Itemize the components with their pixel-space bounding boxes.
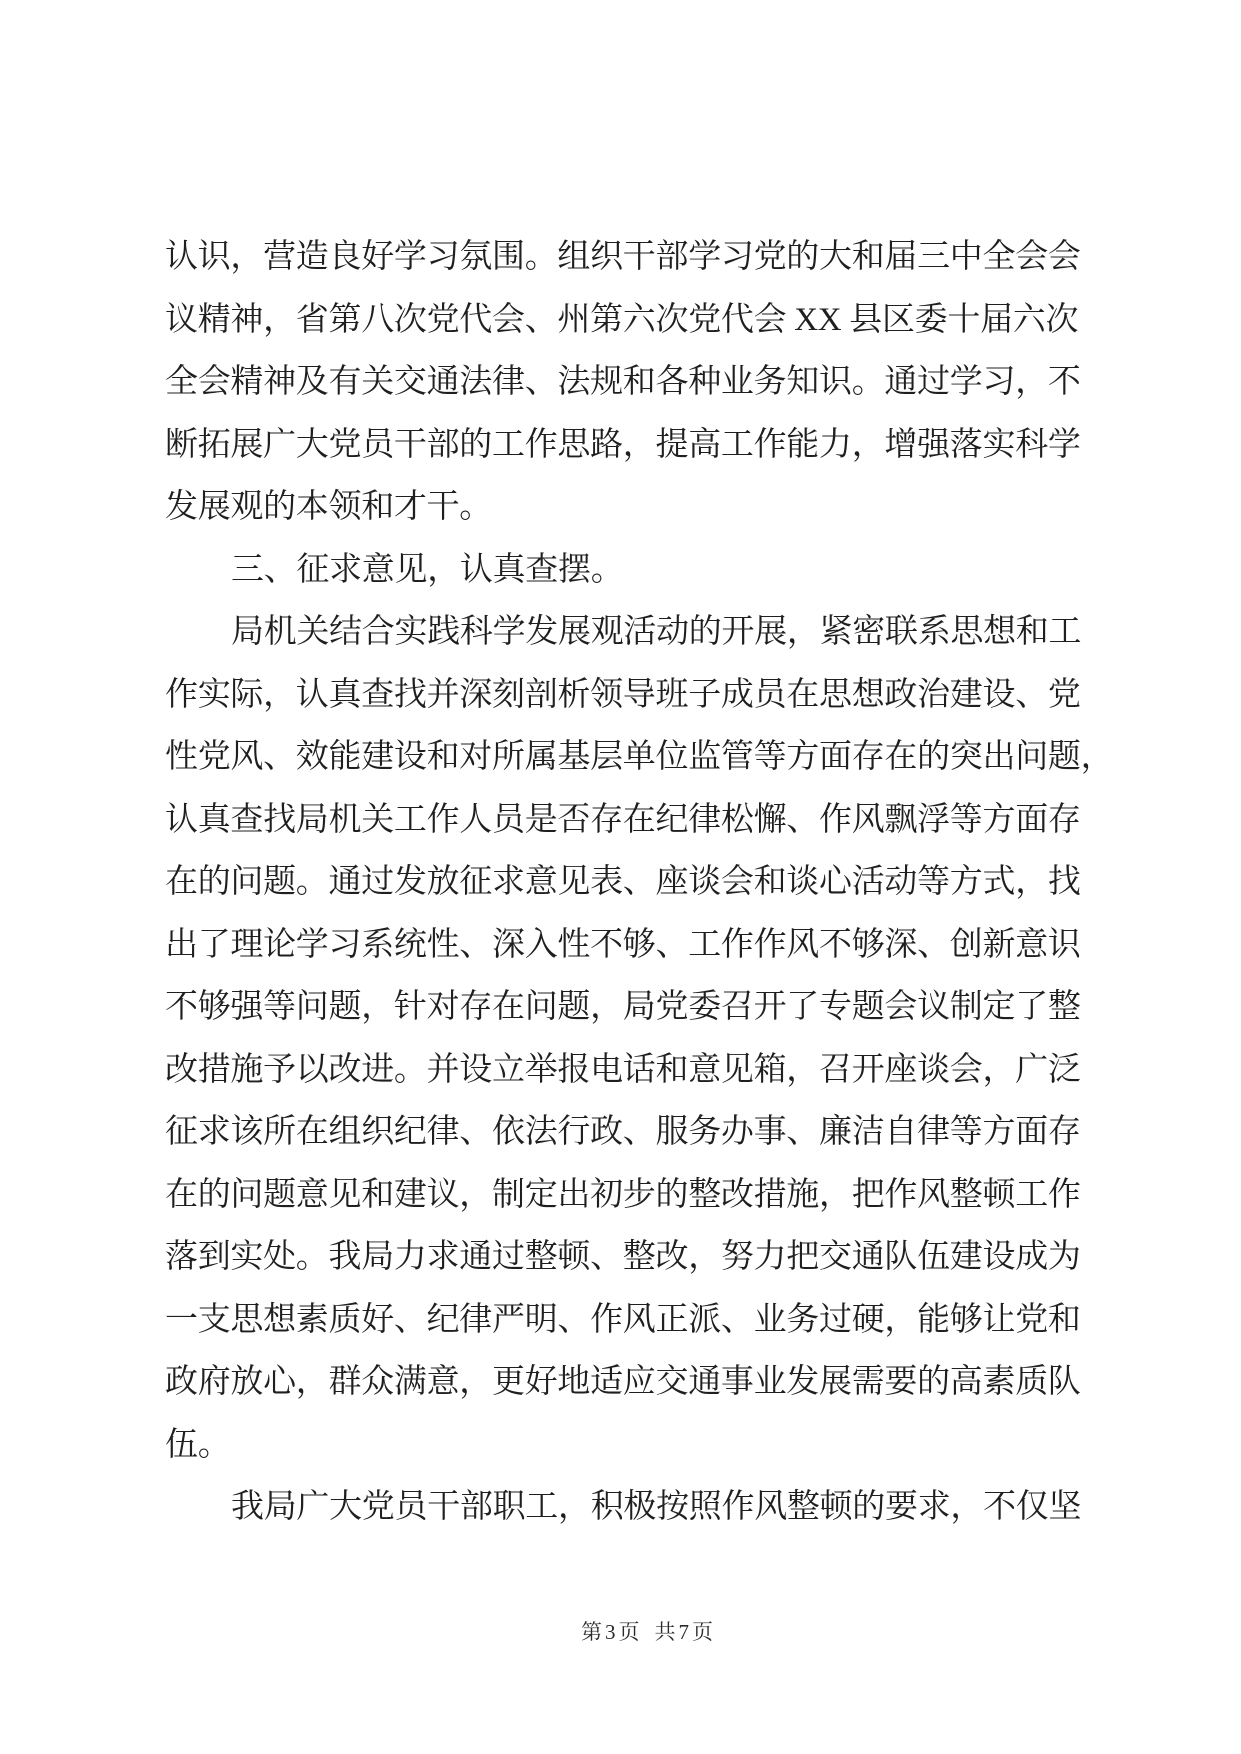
text-line: 发展观的本领和才干。 <box>165 489 493 525</box>
section-heading-line: 三、征求意见，认真查摆。 <box>231 551 624 588</box>
text-line: 局机关结合实践科学发展观活动的开展，紧密联系思想和工 <box>231 614 1082 650</box>
text-line: 认识，营造良好学习氛围。组织干部学习党的大和届三中全会会 <box>165 239 1081 275</box>
text-line: 改措施予以改进。并设立举报电话和意见箱，召开座谈会，广泛 <box>165 1051 1081 1088</box>
text-line: 伍。 <box>165 1426 231 1463</box>
text-line: 认真查找局机关工作人员是否存在纪律松懈、作风飘浮等方面存 <box>165 801 1081 838</box>
page-total-indicator: 共7页 <box>654 1620 716 1644</box>
text-line: 落到实处。我局力求通过整顿、整改，努力把交通队伍建设成为 <box>165 1239 1081 1275</box>
text-line: 政府放心，群众满意，更好地适应交通事业发展需要的高素质队 <box>165 1364 1081 1400</box>
text-line: 我局广大党员干部职工，积极按照作风整顿的要求，不仅坚 <box>231 1489 1082 1525</box>
text-line: 在的问题。通过发放征求意见表、座谈会和谈心活动等方式，找 <box>165 864 1081 900</box>
text-line: 出了理论学习系统性、深入性不够、工作作风不够深、创新意识 <box>165 926 1081 963</box>
text-line: 在的问题意见和建议，制定出初步的整改措施，把作风整顿工作 <box>165 1176 1081 1213</box>
text-line: 不够强等问题，针对存在问题，局党委召开了专题会议制定了整 <box>165 989 1081 1025</box>
text-line: 性党风、效能建设和对所属基层单位监管等方面存在的突出问题， <box>165 739 1114 775</box>
text-line: 征求该所在组织纪律、依法行政、服务办事、廉洁自律等方面存 <box>165 1114 1081 1150</box>
text-line: 全会精神及有关交通法律、法规和各种业务知识。通过学习，不 <box>165 364 1081 400</box>
document-body-text <box>165 226 1114 1539</box>
text-line: 议精神，省第八次党代会、州第六次党代会 XX 县区委十届六次 <box>165 301 1079 338</box>
text-line: 作实际，认真查找并深刻剖析领导班子成员在思想政治建设、党 <box>165 676 1081 713</box>
text-line: 一支思想素质好、纪律严明、作风正派、业务过硬，能够让党和 <box>165 1301 1081 1338</box>
text-line: 断拓展广大党员干部的工作思路，提高工作能力，增强落实科学 <box>165 426 1081 463</box>
page-footer <box>28 1616 1241 1646</box>
page-number-indicator: 第3页 <box>581 1620 643 1644</box>
